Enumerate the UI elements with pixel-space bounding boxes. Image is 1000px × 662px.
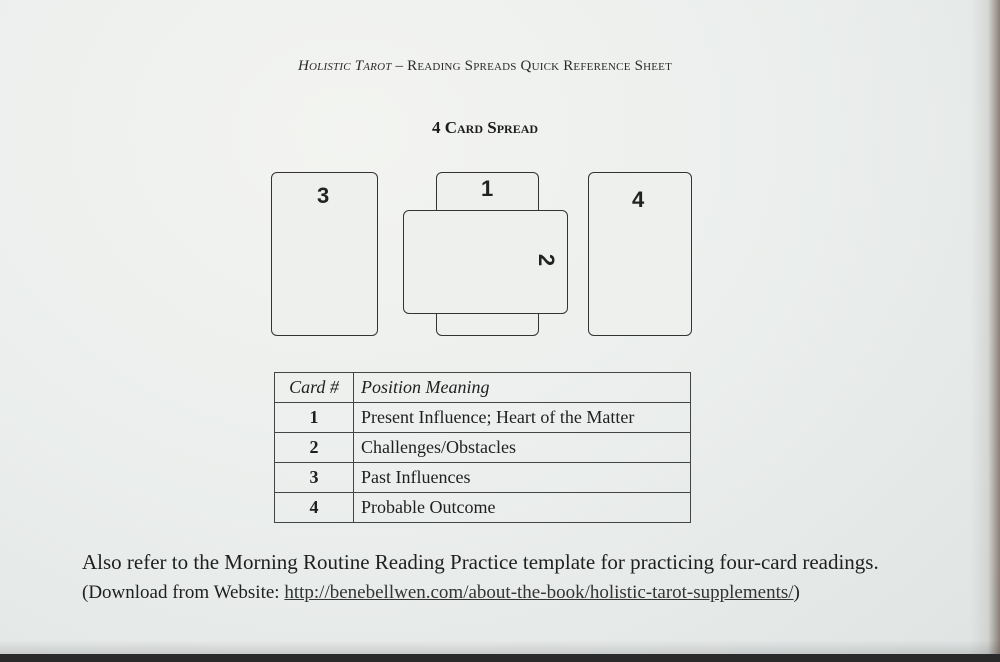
- footer-note: [82, 548, 942, 607]
- row-meaning: Challenges/Obstacles: [354, 433, 691, 463]
- sheet-header: [0, 58, 970, 75]
- header-separator: –: [391, 58, 408, 74]
- row-meaning: Past Influences: [354, 463, 691, 493]
- card-number-1: 1: [481, 176, 494, 201]
- header-subtitle: Reading Spreads Quick Reference Sheet: [407, 58, 673, 74]
- paper-bottom-shadow: [0, 640, 1000, 654]
- column-header-meaning: Position Meaning: [354, 373, 691, 403]
- card-position-4: [588, 172, 692, 336]
- row-meaning: Probable Outcome: [354, 493, 691, 523]
- footer-lead-text: Also refer to the Morning Routine Reading Practice template for practicing four-card readings.: [82, 550, 879, 574]
- row-card-number: 1: [275, 403, 354, 433]
- position-meaning-table: [274, 372, 691, 523]
- download-prefix: (Download from Website:: [82, 582, 285, 603]
- row-card-number: 2: [275, 433, 354, 463]
- table-row: [275, 493, 691, 523]
- download-suffix: ): [793, 582, 800, 603]
- row-meaning: Present Influence; Heart of the Matter: [354, 403, 691, 433]
- card-number-4: 4: [632, 187, 645, 212]
- card-position-3: [271, 172, 378, 336]
- table-row: [275, 463, 691, 493]
- table-surface: [0, 654, 1000, 662]
- card-number-2: 2: [534, 253, 560, 267]
- row-card-number: 4: [275, 493, 354, 523]
- row-card-number: 3: [275, 463, 354, 493]
- card-number-3: 3: [317, 183, 330, 208]
- spread-title: 4 Card Spread: [431, 118, 539, 137]
- table-row: [275, 403, 691, 433]
- download-link[interactable]: http://benebellwen.com/about-the-book/holistic-tarot-supplements/: [284, 582, 794, 603]
- table-row: [275, 433, 691, 463]
- header-brand: Holistic Tarot: [297, 58, 392, 74]
- paper-edge-shadow: [970, 0, 1000, 662]
- table-header-row: [275, 373, 691, 403]
- card-position-2: [403, 210, 568, 314]
- column-header-card: Card #: [275, 373, 354, 403]
